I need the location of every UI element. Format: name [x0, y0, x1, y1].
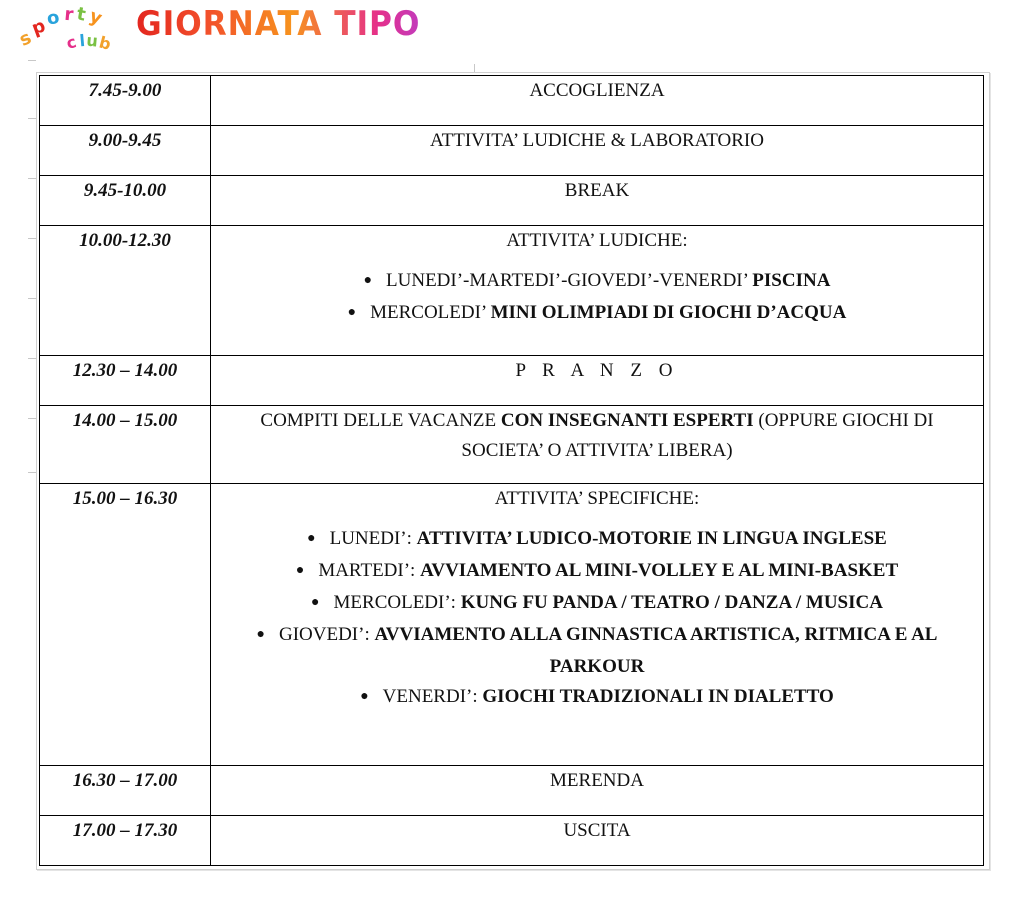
activity-list	[217, 266, 977, 330]
list-item	[217, 682, 977, 714]
day-label: LUNEDI’-MARTEDI’-GIOVEDI’-VENERDI’	[386, 270, 753, 291]
svg-text:t: t	[75, 3, 88, 26]
activity-detail: AVVIAMENTO ALLA GINNASTICA ARTISTICA, RITMICA E AL PARKOUR	[374, 624, 938, 677]
table-row	[40, 766, 984, 816]
activity-heading: ATTIVITA’ SPECIFICHE:	[494, 488, 700, 509]
svg-text:y: y	[86, 5, 105, 30]
time-cell: 15.00 – 16.30	[40, 484, 211, 766]
list-item	[217, 556, 977, 588]
activity-cell: MERENDA	[211, 766, 984, 816]
svg-text:o: o	[45, 6, 62, 30]
svg-text:p: p	[29, 15, 49, 40]
bullet-icon: ●	[307, 531, 316, 546]
bullet-icon: ●	[256, 627, 265, 642]
activity-detail: GIOCHI TRADIZIONALI IN DIALETTO	[482, 686, 834, 707]
activity-heading: ATTIVITA’ LUDICHE:	[506, 230, 688, 251]
sportclub-logo	[16, 2, 132, 62]
table-row	[40, 176, 984, 226]
activity-detail: KUNG FU PANDA / TEATRO / DANZA / MUSICA	[460, 592, 883, 613]
day-label: VENERDI’:	[382, 686, 483, 707]
activity-detail: PISCINA	[752, 270, 831, 291]
day-label: MARTEDI’:	[318, 560, 421, 581]
table-row	[40, 484, 984, 766]
list-item	[217, 588, 977, 620]
bullet-icon: ●	[347, 305, 357, 320]
table-row	[40, 406, 984, 484]
day-label: MERCOLEDI’:	[333, 592, 461, 613]
table-row	[40, 226, 984, 356]
bullet-icon: ●	[295, 563, 305, 578]
activity-text: (OPPURE GIOCHI DI SOCIETA’ O ATTIVITA’ LIBERA)	[461, 410, 934, 461]
table-row	[40, 816, 984, 866]
svg-text:s: s	[16, 27, 35, 51]
list-item	[217, 524, 977, 556]
time-cell: 16.30 – 17.00	[40, 766, 211, 816]
table-row	[40, 126, 984, 176]
list-item	[217, 266, 977, 298]
bullet-icon: ●	[311, 595, 320, 610]
bullet-icon: ●	[360, 689, 369, 704]
svg-text:l: l	[78, 30, 86, 51]
list-item	[217, 298, 977, 330]
list-item	[217, 620, 977, 682]
table-row	[40, 76, 984, 126]
day-label: LUNEDI’:	[329, 528, 417, 549]
svg-text:b: b	[97, 32, 114, 54]
table-row	[40, 356, 984, 406]
time-cell: 10.00-12.30	[40, 226, 211, 356]
time-cell: 17.00 – 17.30	[40, 816, 211, 866]
activity-cell: ATTIVITA’ LUDICHE & LABORATORIO	[211, 126, 984, 176]
activity-cell	[211, 226, 984, 356]
time-cell: 14.00 – 15.00	[40, 406, 211, 484]
activity-text: COMPITI DELLE VACANZE	[260, 410, 501, 431]
day-label: GIOVEDI’:	[278, 624, 375, 645]
ruler-mark-top	[474, 64, 475, 72]
time-cell: 9.45-10.00	[40, 176, 211, 226]
bullet-icon: ●	[363, 273, 373, 288]
activity-cell: P R A N Z O	[211, 356, 984, 406]
svg-text:u: u	[85, 30, 99, 51]
day-label: MERCOLEDI’	[370, 302, 491, 323]
time-cell: 9.00-9.45	[40, 126, 211, 176]
activity-detail: AVVIAMENTO AL MINI-VOLLEY E AL MINI-BASKET	[420, 560, 899, 581]
time-cell: 12.30 – 14.00	[40, 356, 211, 406]
activity-detail: ATTIVITA’ LUDICO-MOTORIE IN LINGUA INGLESE	[416, 528, 887, 549]
activity-cell: BREAK	[211, 176, 984, 226]
svg-text:r: r	[63, 3, 75, 26]
activity-detail: CON INSEGNANTI ESPERTI	[500, 410, 754, 431]
activity-list	[217, 524, 977, 714]
svg-text:c: c	[64, 32, 79, 53]
activity-cell	[211, 484, 984, 766]
page-title: GIORNATA TIPO	[136, 4, 421, 44]
time-cell: 7.45-9.00	[40, 76, 211, 126]
activity-cell: ACCOGLIENZA	[211, 76, 984, 126]
activity-cell	[211, 406, 984, 484]
activity-cell: USCITA	[211, 816, 984, 866]
schedule-table	[39, 75, 984, 866]
activity-detail: MINI OLIMPIADI DI GIOCHI D’ACQUA	[490, 302, 847, 323]
